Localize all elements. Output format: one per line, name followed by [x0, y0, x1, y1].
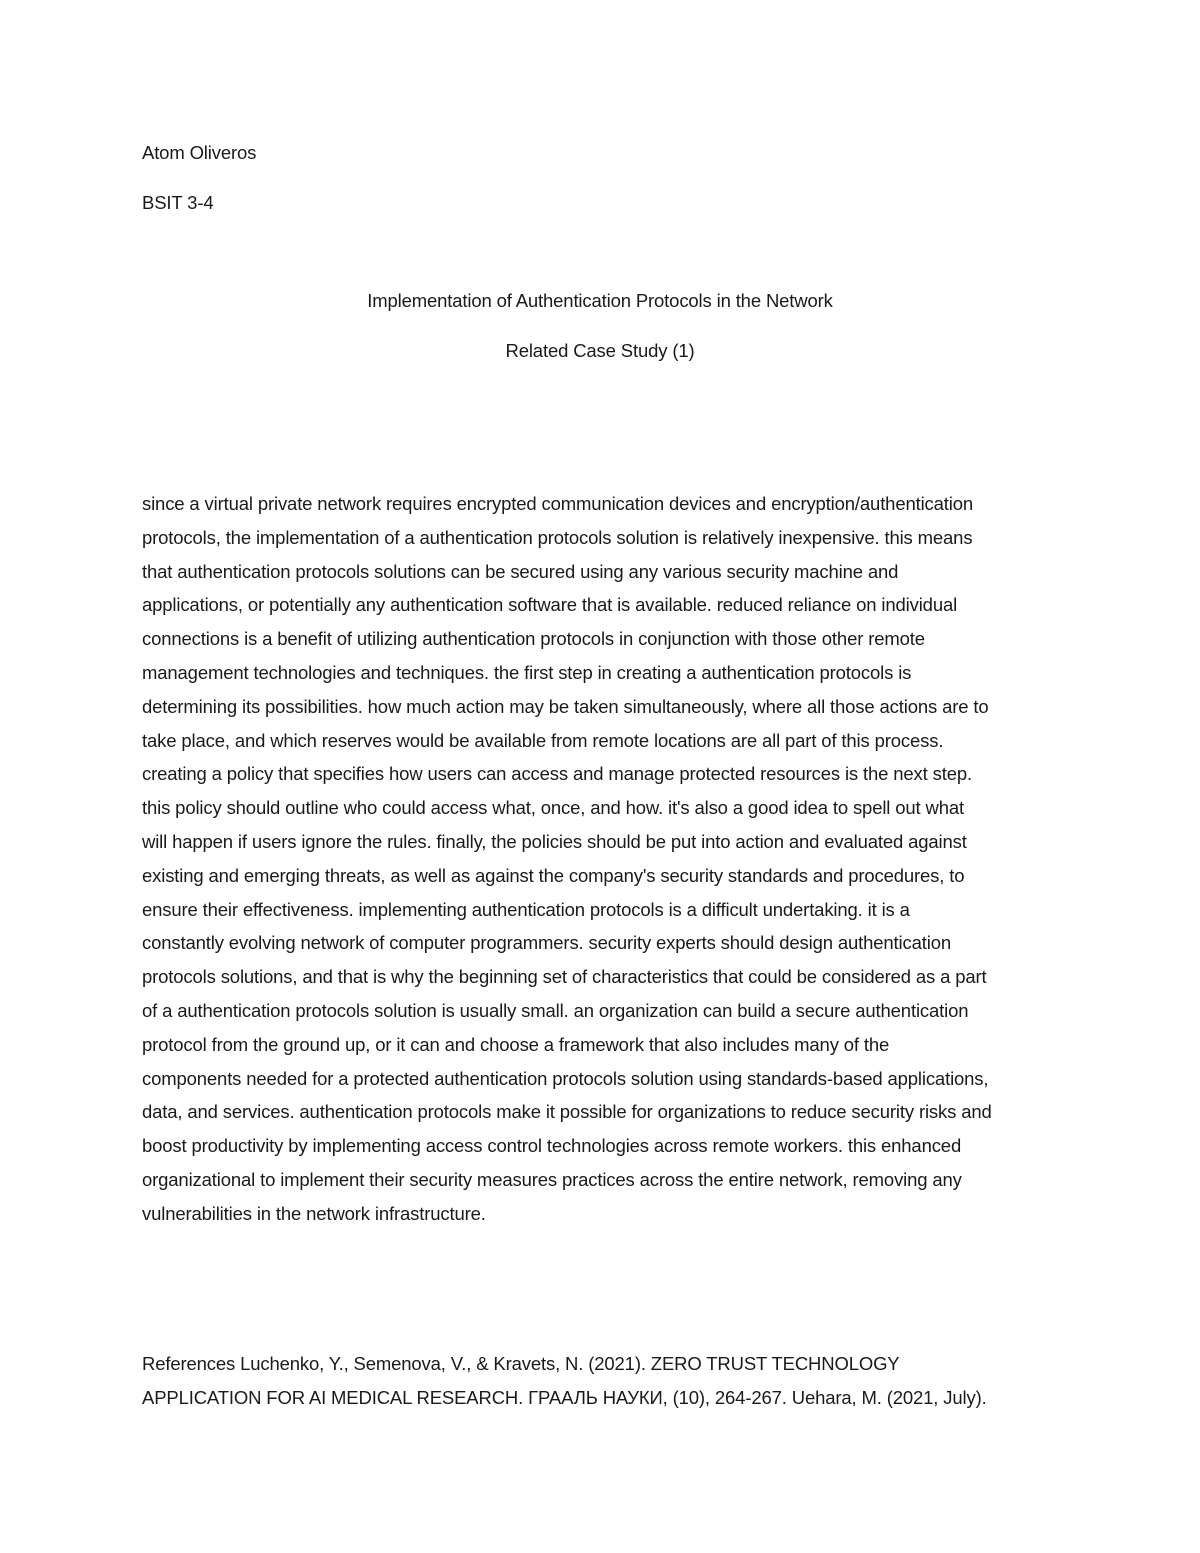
- body-line: of a authentication protocols solution is usually small. an organization can build a secure authentication: [142, 999, 969, 1021]
- body-line: applications, or potentially any authentication software that is available. reduced reliance on individual: [142, 594, 958, 616]
- body-line: boost productivity by implementing access control technologies across remote workers. this enhanced: [142, 1135, 962, 1157]
- body-line: this policy should outline who could access what, once, and how. it's also a good idea to spell out what: [142, 797, 964, 819]
- document-title: Implementation of Authentication Protocols in the Network: [367, 290, 833, 311]
- reference-line: References Luchenko, Y., Semenova, V., & Kravets, N. (2021). ZERO TRUST TECHNOLOGY: [142, 1353, 900, 1374]
- class-section: BSIT 3-4: [142, 192, 214, 213]
- body-line: existing and emerging threats, as well as against the company's security standards and procedures, to: [142, 864, 965, 886]
- body-paragraph: [142, 487, 1072, 1231]
- body-line: components needed for a protected authentication protocols solution using standards-based applications,: [142, 1067, 989, 1089]
- body-line: organizational to implement their security measures practices across the entire network, removing any: [142, 1168, 962, 1190]
- body-line: protocol from the ground up, or it can and choose a framework that also includes many of the: [142, 1033, 890, 1055]
- document-subtitle: Related Case Study (1): [505, 340, 695, 361]
- body-line: protocols solutions, and that is why the beginning set of characteristics that could be considered as a part: [142, 966, 987, 988]
- body-line: management technologies and techniques. the first step in creating a authentication protocols is: [142, 661, 912, 683]
- author-name: Atom Oliveros: [142, 142, 257, 163]
- body-line: ensure their effectiveness. implementing authentication protocols is a difficult undertaking. it is a: [142, 898, 910, 920]
- body-line: determining its possibilities. how much action may be taken simultaneously, where all those actions are to: [142, 695, 989, 717]
- body-line: protocols, the implementation of a authentication protocols solution is relatively inexpensive. this means: [142, 526, 973, 548]
- body-line: connections is a benefit of utilizing authentication protocols in conjunction with those other remote: [142, 628, 925, 650]
- body-line: vulnerabilities in the network infrastructure.: [142, 1202, 486, 1224]
- body-line: constantly evolving network of computer programmers. security experts should design authentication: [142, 932, 951, 954]
- body-line: creating a policy that specifies how users can access and manage protected resources is the next step.: [142, 763, 972, 785]
- body-line: that authentication protocols solutions can be secured using any various security machine and: [142, 560, 899, 582]
- reference-line: APPLICATION FOR AI MEDICAL RESEARCH. ГРААЛЬ НАУКИ, (10), 264-267. Uehara, M. (2021, July).: [142, 1386, 987, 1408]
- references-section: [142, 1347, 1072, 1415]
- body-line: since a virtual private network requires encrypted communication devices and encryption/authentication: [142, 493, 974, 514]
- body-line: take place, and which reserves would be available from remote locations are all part of this process.: [142, 729, 944, 751]
- body-line: data, and services. authentication protocols make it possible for organizations to reduce security risks and: [142, 1101, 992, 1123]
- body-line: will happen if users ignore the rules. finally, the policies should be put into action and evaluated against: [142, 830, 967, 852]
